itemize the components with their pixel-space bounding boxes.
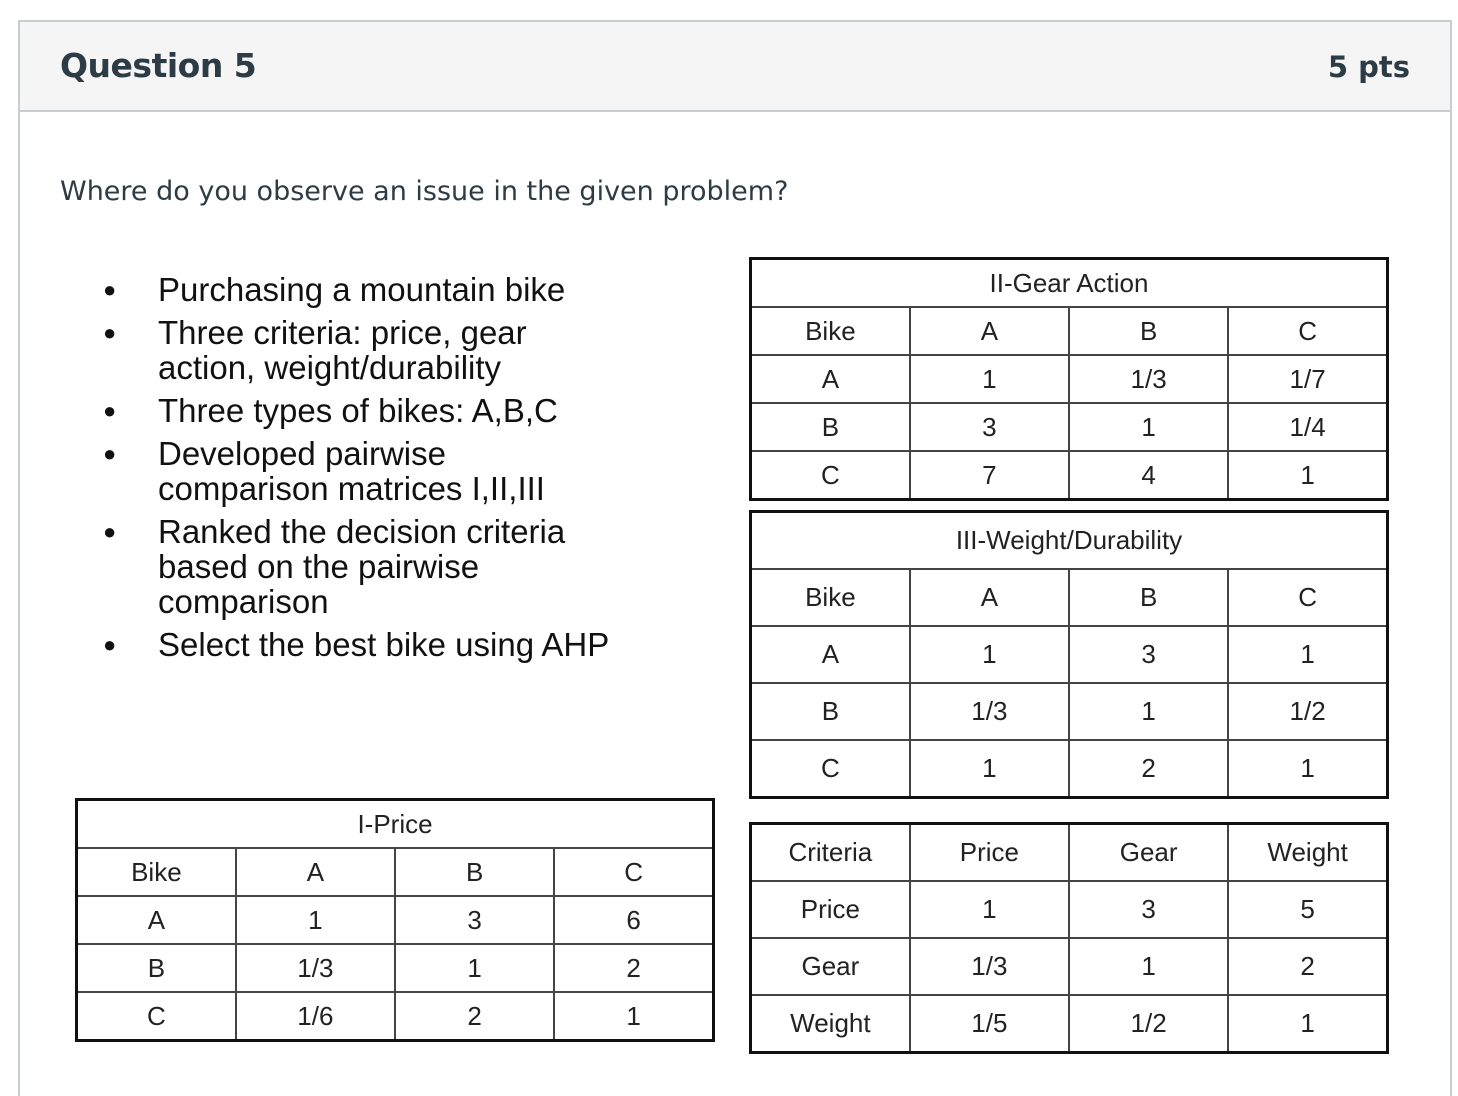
bullet-icon: ● (103, 441, 117, 466)
table-cell: 1/3 (910, 683, 1069, 740)
gear-action-matrix (749, 257, 1389, 501)
header-cell: B (395, 848, 554, 896)
table-row (77, 944, 714, 992)
table-cell: Gear (751, 938, 910, 995)
table-cell: 1/5 (910, 995, 1069, 1053)
table-cell: Price (751, 881, 910, 938)
table-cell: 1 (910, 740, 1069, 798)
bullet-item (100, 315, 620, 385)
bullet-text: Three criteria: price, gear action, weight/durability (158, 314, 527, 386)
header-cell: A (910, 307, 1069, 355)
header-cell: Bike (77, 848, 236, 896)
table-cell: C (77, 992, 236, 1041)
price-matrix (75, 798, 715, 1042)
table-row (751, 881, 1388, 938)
header-cell: C (1228, 569, 1387, 626)
table-row (751, 626, 1388, 683)
table-cell: B (77, 944, 236, 992)
header-cell: B (1069, 569, 1228, 626)
table-cell: 6 (554, 896, 713, 944)
table-cell: 1 (395, 944, 554, 992)
table-cell: 1/4 (1228, 403, 1387, 451)
table-cell: 2 (395, 992, 554, 1041)
bullet-icon: ● (103, 398, 117, 423)
question-header (20, 22, 1450, 112)
bullet-icon: ● (103, 632, 117, 657)
bullet-icon: ● (103, 519, 117, 544)
criteria-matrix (749, 822, 1389, 1054)
table-cell: C (751, 740, 910, 798)
bullet-item (100, 272, 620, 307)
table-cell: 1 (1069, 938, 1228, 995)
table-cell: 1 (236, 896, 395, 944)
table-cell: B (751, 683, 910, 740)
table-cell: 1/2 (1069, 995, 1228, 1053)
header-cell: A (236, 848, 395, 896)
header-cell: C (554, 848, 713, 896)
table-cell: 1 (1069, 403, 1228, 451)
table-cell: 1 (1228, 740, 1387, 798)
table-title: I-Price (77, 800, 714, 849)
table-cell: 1 (1228, 995, 1387, 1053)
bullet-text: Ranked the decision criteria based on the pairwise comparison (158, 513, 566, 620)
header-cell: C (1228, 307, 1387, 355)
bullet-item (100, 393, 620, 428)
question-title: Question 5 (60, 46, 257, 85)
table-cell: A (751, 355, 910, 403)
table-header-row (751, 569, 1388, 626)
table-cell: C (751, 451, 910, 500)
table-row (751, 740, 1388, 798)
table-cell: 7 (910, 451, 1069, 500)
table-cell: 1 (1228, 451, 1387, 500)
bullet-text: Purchasing a mountain bike (158, 271, 566, 308)
header-cell: Criteria (751, 824, 910, 882)
table-cell: 1 (910, 881, 1069, 938)
table-cell: 2 (1069, 740, 1228, 798)
question-points: 5 pts (1327, 50, 1410, 84)
question-prompt: Where do you observe an issue in the given problem? (60, 176, 789, 207)
table-header-row (77, 848, 714, 896)
header-cell: Weight (1228, 824, 1387, 882)
header-cell: Gear (1069, 824, 1228, 882)
bullet-item (100, 436, 620, 506)
table-row (77, 896, 714, 944)
table-header-row (751, 307, 1388, 355)
table-cell: 4 (1069, 451, 1228, 500)
table-cell: Weight (751, 995, 910, 1053)
bullet-icon: ● (103, 320, 117, 345)
weight-durability-matrix (749, 510, 1389, 799)
bullet-text: Developed pairwise comparison matrices I,II,III (158, 435, 545, 507)
table-title-row (77, 800, 714, 849)
table-title-row (751, 512, 1388, 570)
table-title: III-Weight/Durability (751, 512, 1388, 570)
table-cell: 3 (395, 896, 554, 944)
table-cell: B (751, 403, 910, 451)
table-cell: 3 (1069, 626, 1228, 683)
table-cell: 1/3 (1069, 355, 1228, 403)
table-row (751, 403, 1388, 451)
table-cell: 3 (910, 403, 1069, 451)
table-cell: 1/7 (1228, 355, 1387, 403)
table-cell: 2 (554, 944, 713, 992)
table-row (751, 355, 1388, 403)
table-cell: 1/2 (1228, 683, 1387, 740)
table-cell: 1 (554, 992, 713, 1041)
table-row (751, 995, 1388, 1053)
header-cell: Bike (751, 569, 910, 626)
bullet-text: Three types of bikes: A,B,C (158, 392, 558, 429)
table-row (751, 683, 1388, 740)
table-cell: 2 (1228, 938, 1387, 995)
table-cell: 1 (910, 355, 1069, 403)
header-cell: B (1069, 307, 1228, 355)
header-cell: A (910, 569, 1069, 626)
table-cell: 1 (910, 626, 1069, 683)
table-cell: 1/3 (910, 938, 1069, 995)
table-cell: 1/6 (236, 992, 395, 1041)
problem-bullet-list (100, 272, 620, 670)
table-header-row (751, 824, 1388, 882)
table-cell: 1/3 (236, 944, 395, 992)
bullet-item (100, 627, 620, 662)
table-cell: A (751, 626, 910, 683)
table-row (751, 938, 1388, 995)
table-cell: 5 (1228, 881, 1387, 938)
table-cell: 1 (1069, 683, 1228, 740)
bullet-icon: ● (103, 277, 117, 302)
table-row (751, 451, 1388, 500)
table-title: II-Gear Action (751, 259, 1388, 308)
table-title-row (751, 259, 1388, 308)
header-cell: Price (910, 824, 1069, 882)
bullet-text: Select the best bike using AHP (158, 626, 610, 663)
table-cell: 1 (1228, 626, 1387, 683)
bullet-item (100, 514, 620, 619)
header-cell: Bike (751, 307, 910, 355)
table-cell: 3 (1069, 881, 1228, 938)
table-row (77, 992, 714, 1041)
table-cell: A (77, 896, 236, 944)
